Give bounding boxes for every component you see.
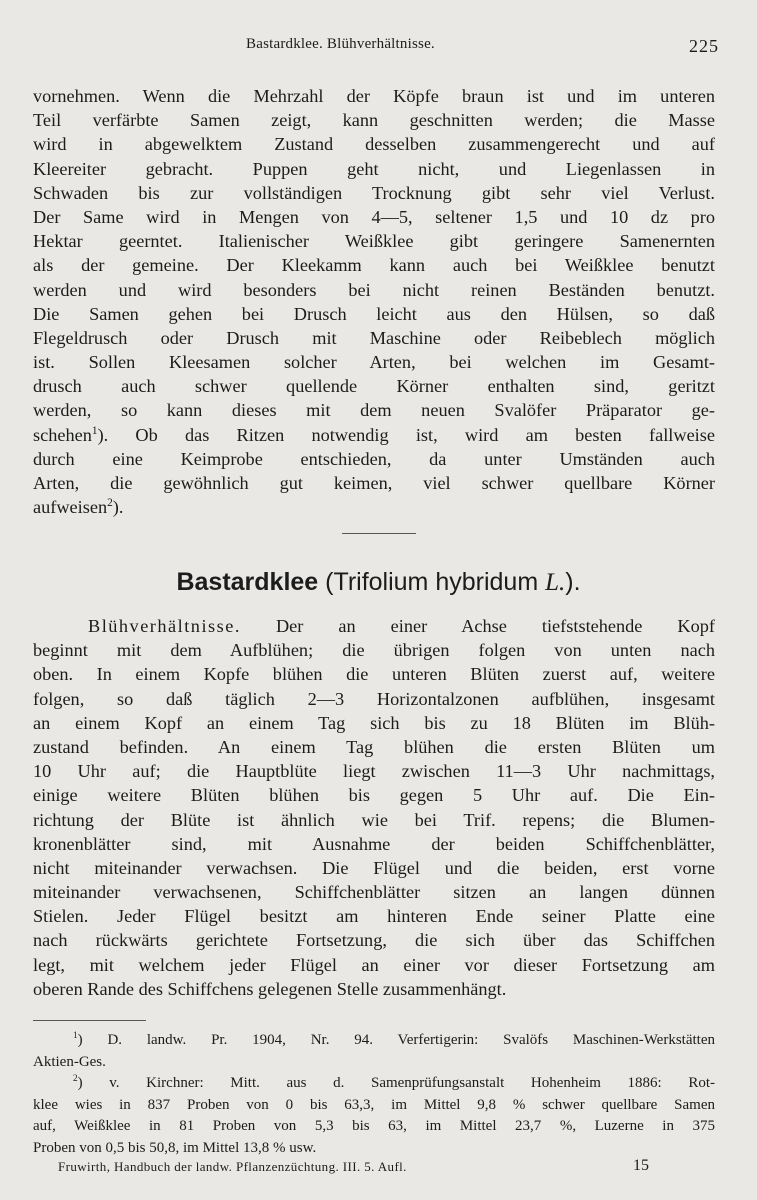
text-line: werden und wird besonders bei nicht reinen Beständen benutzt. — [33, 279, 715, 300]
text-line: Hektar geerntet. Italienischer Weißklee gibt geringere Samenernten — [33, 231, 715, 252]
text-fragment: schehen — [33, 424, 92, 445]
text-line: einige weitere Blüten blühen bis gegen 5 Uhr auf. Die Ein- — [33, 785, 715, 806]
section-divider — [342, 533, 416, 534]
text-line: Stielen. Jeder Flügel besitzt am hinteren Ende seiner Platte eine — [33, 906, 715, 927]
section-heading — [0, 568, 757, 597]
paragraph-white-clover-harvest — [33, 84, 715, 519]
heading-close: ). — [565, 568, 581, 596]
text-line: an einem Kopf an einem Tag sich bis zu 18 Blüten im Blüh- — [33, 712, 715, 733]
text-line: oben. In einem Kopfe blühen die unteren Blüten zuerst auf, weitere — [33, 664, 715, 685]
text-line: drusch auch schwer quellende Körner enthalten sind, geritzt — [33, 376, 715, 397]
running-head — [0, 34, 757, 58]
footnote-line: Proben von 0,5 bis 50,8, im Mittel 13,8 % usw. — [33, 1139, 317, 1156]
heading-bold-title: Bastardklee — [176, 568, 319, 596]
heading-latin-name: (Trifolium hybridum — [318, 568, 546, 596]
footnote-mark: 1 — [73, 1031, 78, 1041]
heading-author: L. — [545, 569, 566, 596]
sheet-number: 15 — [633, 1157, 649, 1174]
text-line: oberen Rande des Schiffchens gelegenen Stelle zusammenhängt. — [33, 978, 507, 999]
text-line — [33, 614, 715, 638]
footnote-text: ) D. landw. Pr. 1904, Nr. 94. Verfertigerin: Svalöfs Maschinen-Werkstätten — [77, 1032, 715, 1048]
text-fragment: Der an einer Achse tiefststehende Kopf — [240, 616, 715, 636]
text-fragment: ). Ob das Ritzen notwendig ist, wird am besten fallweise — [97, 424, 715, 445]
footnotes — [33, 1030, 715, 1159]
text-line: vornehmen. Wenn die Mehrzahl der Köpfe braun ist und im unteren — [33, 86, 715, 106]
footnote-text: ) v. Kirchner: Mitt. aus d. Samenprüfungsanstalt Hohenheim 1886: Rot- — [77, 1075, 715, 1091]
text-line: nicht miteinander verwachsen. Die Flügel und die beiden, erst vorne — [33, 857, 715, 878]
page-footer — [33, 1157, 715, 1179]
text-line: ist. Sollen Kleesamen solcher Arten, bei welchen im Gesamt- — [33, 352, 715, 373]
text-line: Schwaden bis zur vollständigen Trocknung gibt sehr viel Verlust. — [33, 182, 715, 203]
paragraph-flowering — [33, 614, 715, 1001]
text-line: Der Same wird in Mengen von 4—5, seltener 1,5 und 10 dz pro — [33, 206, 715, 227]
footnote-line: Aktien-Ges. — [33, 1053, 106, 1070]
running-title: Bastardklee. Blühverhältnisse. — [246, 36, 435, 52]
page-number: 225 — [689, 36, 719, 56]
footnote-reference-2[interactable]: 2 — [107, 497, 113, 510]
text-line: miteinander verwachsenen, Schiffchenblätter sitzen an langen dünnen — [33, 882, 715, 903]
text-line: kronenblätter sind, mit Ausnahme der beiden Schiffchenblätter, — [33, 833, 715, 854]
footnote-1 — [33, 1030, 715, 1052]
text-line: als der gemeine. Der Kleekamm kann auch bei Weißklee benutzt — [33, 255, 715, 276]
text-line: folgen, so daß täglich 2—3 Horizontalzonen aufblühen, insgesamt — [33, 688, 715, 709]
footnote-2 — [33, 1073, 715, 1095]
text-line: richtung der Blüte ist ähnlich wie bei Trif. repens; die Blumen- — [33, 809, 715, 830]
text-line: Arten, die gewöhnlich gut keimen, viel schwer quellbare Körner — [33, 473, 715, 493]
text-line: zustand befinden. An einem Tag blühen die ersten Blüten um — [33, 736, 715, 757]
text-line: beginnt mit dem Aufblühen; die übrigen folgen von unten nach — [33, 640, 715, 661]
text-line — [33, 495, 715, 519]
book-source-line: Fruwirth, Handbuch der landw. Pflanzenzüchtung. III. 5. Aufl. — [58, 1159, 407, 1174]
footnote-reference-1[interactable]: 1 — [91, 424, 98, 437]
text-fragment: ). — [112, 497, 124, 518]
text-line: werden, so kann dieses mit dem neuen Svalöfer Präparator ge- — [33, 400, 715, 421]
text-line: Flegeldrusch oder Drusch mit Maschine oder Reibeblech möglich — [33, 327, 715, 348]
spaced-lead-word: Blühverhältnisse. — [88, 616, 241, 636]
footnote-divider — [33, 1020, 146, 1021]
footnote-line: klee wies in 837 Proben von 0 bis 63,3, im Mittel 9,8 % schwer quellbare Samen — [33, 1096, 715, 1113]
text-fragment: aufweisen — [33, 497, 108, 518]
text-line: durch eine Keimprobe entschieden, da unter Umständen auch — [33, 448, 715, 469]
text-line: Teil verfärbte Samen zeigt, kann geschnitten werden; die Masse — [33, 110, 715, 131]
text-line: 10 Uhr auf; die Hauptblüte liegt zwischen 11—3 Uhr nachmittags, — [33, 761, 715, 782]
text-line: wird in abgewelktem Zustand desselben zusammengerecht und auf — [33, 134, 715, 155]
text-line: nach rückwärts gerichtete Fortsetzung, die sich über das Schiffchen — [33, 930, 715, 951]
text-line — [33, 423, 715, 447]
text-line: Kleereiter gebracht. Puppen geht nicht, und Liegenlassen in — [33, 158, 715, 179]
text-line: Die Samen gehen bei Drusch leicht aus den Hülsen, so daß — [33, 303, 715, 324]
footnote-mark: 2 — [73, 1074, 78, 1084]
footnote-line: auf, Weißklee in 81 Proben von 5,3 bis 63, im Mittel 23,7 %, Luzerne in 375 — [33, 1118, 715, 1134]
text-line: legt, mit welchem jeder Flügel an einer vor dieser Fortsetzung am — [33, 954, 715, 975]
